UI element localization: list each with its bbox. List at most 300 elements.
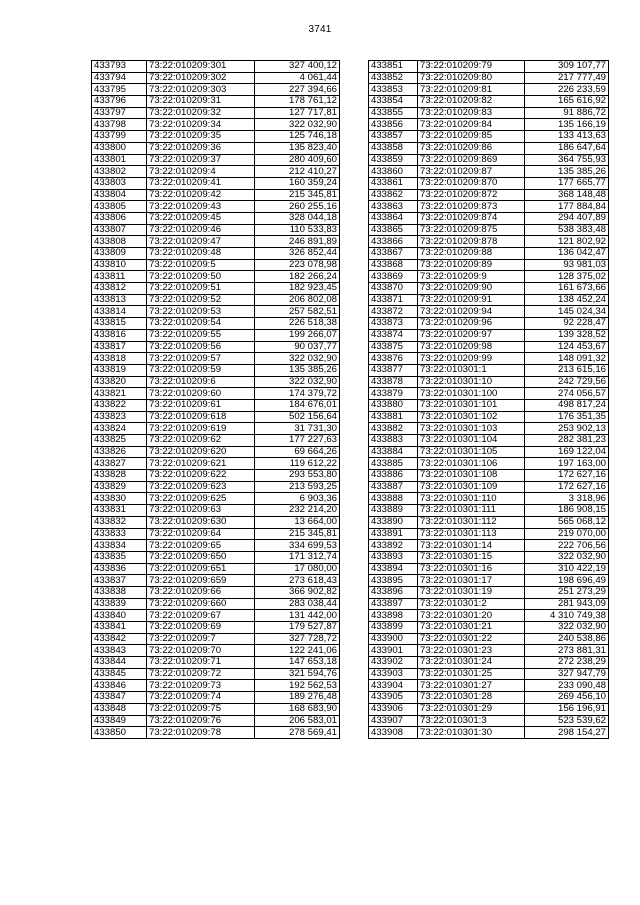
row-number-cell: 433820 (92, 376, 147, 388)
cadastral-number-cell: 73:22:010209:870 (418, 177, 525, 189)
cadastral-value-cell: 242 729,56 (525, 376, 609, 388)
cadastral-value-cell: 260 255,16 (255, 201, 340, 213)
cadastral-value-cell: 222 706,56 (525, 540, 609, 552)
cadastral-number-cell: 73:22:010209:53 (147, 306, 255, 318)
row-number-cell: 433898 (369, 610, 418, 622)
cadastral-value-cell: 273 618,43 (255, 575, 340, 587)
table-row (92, 703, 340, 715)
table-row (92, 668, 340, 680)
table-row (92, 657, 340, 669)
cadastral-number-cell: 73:22:010209:43 (147, 201, 255, 213)
cadastral-value-cell: 226 233,59 (525, 84, 609, 96)
cadastral-number-cell: 73:22:010209:73 (147, 680, 255, 692)
cadastral-number-cell: 73:22:010209:86 (418, 142, 525, 154)
cadastral-value-cell: 274 056,57 (525, 388, 609, 400)
table-row (369, 224, 609, 236)
table-row (92, 540, 340, 552)
cadastral-number-cell: 73:22:010209:57 (147, 353, 255, 365)
row-number-cell: 433884 (369, 446, 418, 458)
cadastral-number-cell: 73:22:010209:74 (147, 692, 255, 704)
cadastral-number-cell: 73:22:010209:52 (147, 294, 255, 306)
cadastral-number-cell: 73:22:010209:31 (147, 96, 255, 108)
table-row (369, 505, 609, 517)
cadastral-value-cell: 197 163,00 (525, 458, 609, 470)
cadastral-value-cell: 322 032,90 (525, 551, 609, 563)
table-row (92, 458, 340, 470)
cadastral-value-cell: 4 061,44 (255, 72, 340, 84)
cadastral-number-cell: 73:22:010209:34 (147, 119, 255, 131)
cadastral-value-cell: 212 410,27 (255, 166, 340, 178)
cadastral-number-cell: 73:22:010301:110 (418, 493, 525, 505)
cadastral-value-cell: 322 032,90 (525, 622, 609, 634)
cadastral-number-cell: 73:22:010209:81 (418, 84, 525, 96)
cadastral-number-cell: 73:22:010209:37 (147, 154, 255, 166)
table-row (92, 411, 340, 423)
cadastral-value-cell: 124 453,67 (525, 341, 609, 353)
table-row (369, 493, 609, 505)
table-row (369, 598, 609, 610)
cadastral-value-cell: 327 728,72 (255, 633, 340, 645)
cadastral-number-cell: 73:22:010301:25 (418, 668, 525, 680)
registry-table-left (91, 60, 340, 739)
row-number-cell: 433895 (369, 575, 418, 587)
row-number-cell: 433811 (92, 271, 147, 283)
row-number-cell: 433793 (92, 61, 147, 73)
row-number-cell: 433880 (369, 399, 418, 411)
row-number-cell: 433830 (92, 493, 147, 505)
row-number-cell: 433893 (369, 551, 418, 563)
row-number-cell: 433887 (369, 481, 418, 493)
cadastral-value-cell: 364 755,93 (525, 154, 609, 166)
table-row (92, 575, 340, 587)
cadastral-value-cell: 283 038,44 (255, 598, 340, 610)
cadastral-number-cell: 73:22:010209:36 (147, 142, 255, 154)
row-number-cell: 433888 (369, 493, 418, 505)
table-row (369, 84, 609, 96)
row-number-cell: 433882 (369, 423, 418, 435)
cadastral-number-cell: 73:22:010209:46 (147, 224, 255, 236)
cadastral-value-cell: 148 091,32 (525, 353, 609, 365)
row-number-cell: 433816 (92, 329, 147, 341)
cadastral-number-cell: 73:22:010209:651 (147, 563, 255, 575)
row-number-cell: 433861 (369, 177, 418, 189)
row-number-cell: 433801 (92, 154, 147, 166)
cadastral-value-cell: 169 122,04 (525, 446, 609, 458)
row-number-cell: 433873 (369, 318, 418, 330)
row-number-cell: 433891 (369, 528, 418, 540)
cadastral-value-cell: 206 583,01 (255, 715, 340, 727)
cadastral-number-cell: 73:22:010301:16 (418, 563, 525, 575)
cadastral-number-cell: 73:22:010209:650 (147, 551, 255, 563)
cadastral-number-cell: 73:22:010301:103 (418, 423, 525, 435)
cadastral-number-cell: 73:22:010209:62 (147, 435, 255, 447)
row-number-cell: 433838 (92, 586, 147, 598)
row-number-cell: 433831 (92, 505, 147, 517)
table-row (92, 61, 340, 73)
cadastral-number-cell: 73:22:010301:101 (418, 399, 525, 411)
cadastral-value-cell: 160 359,24 (255, 177, 340, 189)
cadastral-number-cell: 73:22:010209:96 (418, 318, 525, 330)
table-row (92, 645, 340, 657)
cadastral-value-cell: 110 533,83 (255, 224, 340, 236)
cadastral-number-cell: 73:22:010209:76 (147, 715, 255, 727)
row-number-cell: 433866 (369, 236, 418, 248)
cadastral-value-cell: 127 717,81 (255, 107, 340, 119)
cadastral-number-cell: 73:22:010209:874 (418, 212, 525, 224)
row-number-cell: 433904 (369, 680, 418, 692)
row-number-cell: 433856 (369, 119, 418, 131)
cadastral-number-cell: 73:22:010209:51 (147, 283, 255, 295)
cadastral-number-cell: 73:22:010209:625 (147, 493, 255, 505)
cadastral-value-cell: 176 351,35 (525, 411, 609, 423)
row-number-cell: 433871 (369, 294, 418, 306)
cadastral-number-cell: 73:22:010209:55 (147, 329, 255, 341)
cadastral-number-cell: 73:22:010301:30 (418, 727, 525, 739)
row-number-cell: 433844 (92, 657, 147, 669)
table-row (92, 598, 340, 610)
table-row (369, 283, 609, 295)
table-row (369, 645, 609, 657)
table-row (369, 528, 609, 540)
row-number-cell: 433854 (369, 96, 418, 108)
cadastral-number-cell: 73:22:010301:3 (418, 715, 525, 727)
cadastral-value-cell: 128 375,02 (525, 271, 609, 283)
cadastral-number-cell: 73:22:010209:41 (147, 177, 255, 189)
row-number-cell: 433833 (92, 528, 147, 540)
row-number-cell: 433809 (92, 248, 147, 260)
cadastral-number-cell: 73:22:010209:91 (418, 294, 525, 306)
cadastral-number-cell: 73:22:010209:60 (147, 388, 255, 400)
cadastral-value-cell: 328 044,18 (255, 212, 340, 224)
cadastral-value-cell: 334 699,53 (255, 540, 340, 552)
table-row (92, 470, 340, 482)
cadastral-number-cell: 73:22:010209:302 (147, 72, 255, 84)
row-number-cell: 433832 (92, 516, 147, 528)
row-number-cell: 433879 (369, 388, 418, 400)
cadastral-value-cell: 213 593,25 (255, 481, 340, 493)
row-number-cell: 433834 (92, 540, 147, 552)
cadastral-number-cell: 73:22:010301:28 (418, 692, 525, 704)
row-number-cell: 433875 (369, 341, 418, 353)
cadastral-value-cell: 13 664,00 (255, 516, 340, 528)
cadastral-number-cell: 73:22:010209:872 (418, 189, 525, 201)
row-number-cell: 433899 (369, 622, 418, 634)
table-row (369, 107, 609, 119)
table-row (369, 458, 609, 470)
cadastral-value-cell: 184 676,01 (255, 399, 340, 411)
table-row (92, 493, 340, 505)
table-row (369, 177, 609, 189)
table-row (92, 259, 340, 271)
row-number-cell: 433876 (369, 353, 418, 365)
cadastral-number-cell: 73:22:010209:50 (147, 271, 255, 283)
row-number-cell: 433890 (369, 516, 418, 528)
row-number-cell: 433853 (369, 84, 418, 96)
cadastral-number-cell: 73:22:010209:82 (418, 96, 525, 108)
row-number-cell: 433842 (92, 633, 147, 645)
row-number-cell: 433864 (369, 212, 418, 224)
cadastral-number-cell: 73:22:010209:65 (147, 540, 255, 552)
cadastral-value-cell: 171 312,74 (255, 551, 340, 563)
cadastral-number-cell: 73:22:010209:7 (147, 633, 255, 645)
table-row (92, 727, 340, 739)
cadastral-value-cell: 257 582,51 (255, 306, 340, 318)
cadastral-number-cell: 73:22:010301:111 (418, 505, 525, 517)
cadastral-number-cell: 73:22:010209:875 (418, 224, 525, 236)
row-number-cell: 433843 (92, 645, 147, 657)
cadastral-number-cell: 73:22:010209:623 (147, 481, 255, 493)
cadastral-number-cell: 73:22:010209:5 (147, 259, 255, 271)
cadastral-value-cell: 182 266,24 (255, 271, 340, 283)
cadastral-value-cell: 309 107,77 (525, 61, 609, 73)
row-number-cell: 433817 (92, 341, 147, 353)
cadastral-value-cell: 31 731,30 (255, 423, 340, 435)
row-number-cell: 433800 (92, 142, 147, 154)
cadastral-number-cell: 73:22:010209:6 (147, 376, 255, 388)
cadastral-value-cell: 322 032,90 (255, 353, 340, 365)
row-number-cell: 433819 (92, 364, 147, 376)
table-row (92, 72, 340, 84)
cadastral-number-cell: 73:22:010209:869 (418, 154, 525, 166)
cadastral-number-cell: 73:22:010301:10 (418, 376, 525, 388)
cadastral-number-cell: 73:22:010209:83 (418, 107, 525, 119)
cadastral-number-cell: 73:22:010301:27 (418, 680, 525, 692)
cadastral-value-cell: 156 196,91 (525, 703, 609, 715)
cadastral-value-cell: 251 273,29 (525, 586, 609, 598)
row-number-cell: 433907 (369, 715, 418, 727)
row-number-cell: 433874 (369, 329, 418, 341)
table-row (92, 236, 340, 248)
cadastral-number-cell: 73:22:010301:22 (418, 633, 525, 645)
row-number-cell: 433908 (369, 727, 418, 739)
cadastral-number-cell: 73:22:010209:90 (418, 283, 525, 295)
row-number-cell: 433851 (369, 61, 418, 73)
row-number-cell: 433818 (92, 353, 147, 365)
cadastral-number-cell: 73:22:010301:19 (418, 586, 525, 598)
cadastral-value-cell: 131 442,00 (255, 610, 340, 622)
row-number-cell: 433897 (369, 598, 418, 610)
cadastral-number-cell: 73:22:010209:4 (147, 166, 255, 178)
row-number-cell: 433868 (369, 259, 418, 271)
row-number-cell: 433804 (92, 189, 147, 201)
cadastral-number-cell: 73:22:010301:23 (418, 645, 525, 657)
cadastral-number-cell: 73:22:010301:17 (418, 575, 525, 587)
cadastral-value-cell: 293 553,80 (255, 470, 340, 482)
table-row (369, 236, 609, 248)
row-number-cell: 433806 (92, 212, 147, 224)
cadastral-value-cell: 321 594,76 (255, 668, 340, 680)
row-number-cell: 433821 (92, 388, 147, 400)
cadastral-value-cell: 177 227,63 (255, 435, 340, 447)
table-row (369, 586, 609, 598)
cadastral-value-cell: 272 238,29 (525, 657, 609, 669)
cadastral-value-cell: 168 683,90 (255, 703, 340, 715)
cadastral-number-cell: 73:22:010209:63 (147, 505, 255, 517)
row-number-cell: 433828 (92, 470, 147, 482)
page-number: 3741 (308, 24, 332, 35)
cadastral-value-cell: 366 902,82 (255, 586, 340, 598)
cadastral-value-cell: 135 385,26 (255, 364, 340, 376)
cadastral-value-cell: 119 612,22 (255, 458, 340, 470)
row-number-cell: 433900 (369, 633, 418, 645)
cadastral-number-cell: 73:22:010301:102 (418, 411, 525, 423)
cadastral-value-cell: 226 518,38 (255, 318, 340, 330)
table-row (92, 119, 340, 131)
cadastral-number-cell: 73:22:010209:54 (147, 318, 255, 330)
cadastral-value-cell: 6 903,36 (255, 493, 340, 505)
cadastral-value-cell: 172 627,16 (525, 470, 609, 482)
row-number-cell: 433850 (92, 727, 147, 739)
row-number-cell: 433860 (369, 166, 418, 178)
row-number-cell: 433815 (92, 318, 147, 330)
cadastral-value-cell: 91 886,72 (525, 107, 609, 119)
cadastral-number-cell: 73:22:010209:301 (147, 61, 255, 73)
cadastral-number-cell: 73:22:010209:61 (147, 399, 255, 411)
table-row (369, 189, 609, 201)
cadastral-value-cell: 240 538,86 (525, 633, 609, 645)
table-row (92, 692, 340, 704)
cadastral-number-cell: 73:22:010209:59 (147, 364, 255, 376)
cadastral-number-cell: 73:22:010209:99 (418, 353, 525, 365)
cadastral-number-cell: 73:22:010209:45 (147, 212, 255, 224)
cadastral-value-cell: 125 746,18 (255, 131, 340, 143)
table-row (369, 201, 609, 213)
cadastral-value-cell: 233 090,48 (525, 680, 609, 692)
cadastral-number-cell: 73:22:010209:303 (147, 84, 255, 96)
cadastral-value-cell: 179 527,87 (255, 622, 340, 634)
cadastral-value-cell: 4 310 749,38 (525, 610, 609, 622)
row-number-cell: 433883 (369, 435, 418, 447)
row-number-cell: 433867 (369, 248, 418, 260)
table-row (369, 446, 609, 458)
row-number-cell: 433813 (92, 294, 147, 306)
cadastral-value-cell: 327 947,79 (525, 668, 609, 680)
cadastral-number-cell: 73:22:010209:85 (418, 131, 525, 143)
row-number-cell: 433906 (369, 703, 418, 715)
row-number-cell: 433795 (92, 84, 147, 96)
table-row (92, 107, 340, 119)
table-row (369, 633, 609, 645)
table-row (369, 411, 609, 423)
table-row (92, 329, 340, 341)
row-number-cell: 433855 (369, 107, 418, 119)
cadastral-value-cell: 17 080,00 (255, 563, 340, 575)
cadastral-value-cell: 498 817,24 (525, 399, 609, 411)
row-number-cell: 433802 (92, 166, 147, 178)
row-number-cell: 433814 (92, 306, 147, 318)
cadastral-number-cell: 73:22:010209:878 (418, 236, 525, 248)
table-row (369, 435, 609, 447)
cadastral-number-cell: 73:22:010209:79 (418, 61, 525, 73)
row-number-cell: 433805 (92, 201, 147, 213)
cadastral-number-cell: 73:22:010301:113 (418, 528, 525, 540)
cadastral-value-cell: 223 078,98 (255, 259, 340, 271)
cadastral-number-cell: 73:22:010209:87 (418, 166, 525, 178)
row-number-cell: 433886 (369, 470, 418, 482)
row-number-cell: 433824 (92, 423, 147, 435)
cadastral-number-cell: 73:22:010209:56 (147, 341, 255, 353)
cadastral-value-cell: 246 891,89 (255, 236, 340, 248)
table-row (369, 680, 609, 692)
cadastral-number-cell: 73:22:010301:1 (418, 364, 525, 376)
table-row (92, 610, 340, 622)
row-number-cell: 433798 (92, 119, 147, 131)
cadastral-value-cell: 253 902,13 (525, 423, 609, 435)
cadastral-number-cell: 73:22:010209:873 (418, 201, 525, 213)
table-row (92, 142, 340, 154)
table-row (369, 248, 609, 260)
table-row (369, 668, 609, 680)
cadastral-value-cell: 133 413,63 (525, 131, 609, 143)
row-number-cell: 433826 (92, 446, 147, 458)
registry-table-right (368, 60, 609, 739)
cadastral-number-cell: 73:22:010301:24 (418, 657, 525, 669)
table-row (369, 61, 609, 73)
row-number-cell: 433865 (369, 224, 418, 236)
table-row (369, 212, 609, 224)
cadastral-value-cell: 565 068,12 (525, 516, 609, 528)
table-row (92, 306, 340, 318)
table-row (92, 248, 340, 260)
cadastral-value-cell: 326 852,44 (255, 248, 340, 260)
table-row (92, 399, 340, 411)
cadastral-value-cell: 368 148,48 (525, 189, 609, 201)
row-number-cell: 433878 (369, 376, 418, 388)
cadastral-number-cell: 73:22:010301:108 (418, 470, 525, 482)
row-number-cell: 433862 (369, 189, 418, 201)
table-row (369, 72, 609, 84)
row-number-cell: 433858 (369, 142, 418, 154)
cadastral-value-cell: 135 823,40 (255, 142, 340, 154)
cadastral-number-cell: 73:22:010301:15 (418, 551, 525, 563)
table-row (369, 423, 609, 435)
cadastral-number-cell: 73:22:010209:47 (147, 236, 255, 248)
row-number-cell: 433808 (92, 236, 147, 248)
cadastral-value-cell: 199 266,07 (255, 329, 340, 341)
cadastral-number-cell: 73:22:010209:98 (418, 341, 525, 353)
cadastral-number-cell: 73:22:010301:20 (418, 610, 525, 622)
row-number-cell: 433840 (92, 610, 147, 622)
cadastral-number-cell: 73:22:010209:84 (418, 119, 525, 131)
cadastral-value-cell: 165 616,92 (525, 96, 609, 108)
table-row (92, 154, 340, 166)
cadastral-number-cell: 73:22:010301:21 (418, 622, 525, 634)
table-row (92, 283, 340, 295)
row-number-cell: 433812 (92, 283, 147, 295)
cadastral-number-cell: 73:22:010301:29 (418, 703, 525, 715)
cadastral-value-cell: 206 802,08 (255, 294, 340, 306)
cadastral-value-cell: 273 881,31 (525, 645, 609, 657)
cadastral-value-cell: 90 037,77 (255, 341, 340, 353)
cadastral-number-cell: 73:22:010209:72 (147, 668, 255, 680)
row-number-cell: 433903 (369, 668, 418, 680)
cadastral-number-cell: 73:22:010209:630 (147, 516, 255, 528)
cadastral-number-cell: 73:22:010209:619 (147, 423, 255, 435)
cadastral-number-cell: 73:22:010301:2 (418, 598, 525, 610)
table-row (369, 575, 609, 587)
row-number-cell: 433870 (369, 283, 418, 295)
row-number-cell: 433852 (369, 72, 418, 84)
cadastral-number-cell: 73:22:010209:620 (147, 446, 255, 458)
table-row (369, 306, 609, 318)
cadastral-number-cell: 73:22:010209:69 (147, 622, 255, 634)
cadastral-value-cell: 280 409,60 (255, 154, 340, 166)
row-number-cell: 433902 (369, 657, 418, 669)
cadastral-value-cell: 215 345,81 (255, 528, 340, 540)
cadastral-number-cell: 73:22:010209:35 (147, 131, 255, 143)
table-row (369, 622, 609, 634)
cadastral-value-cell: 282 381,23 (525, 435, 609, 447)
